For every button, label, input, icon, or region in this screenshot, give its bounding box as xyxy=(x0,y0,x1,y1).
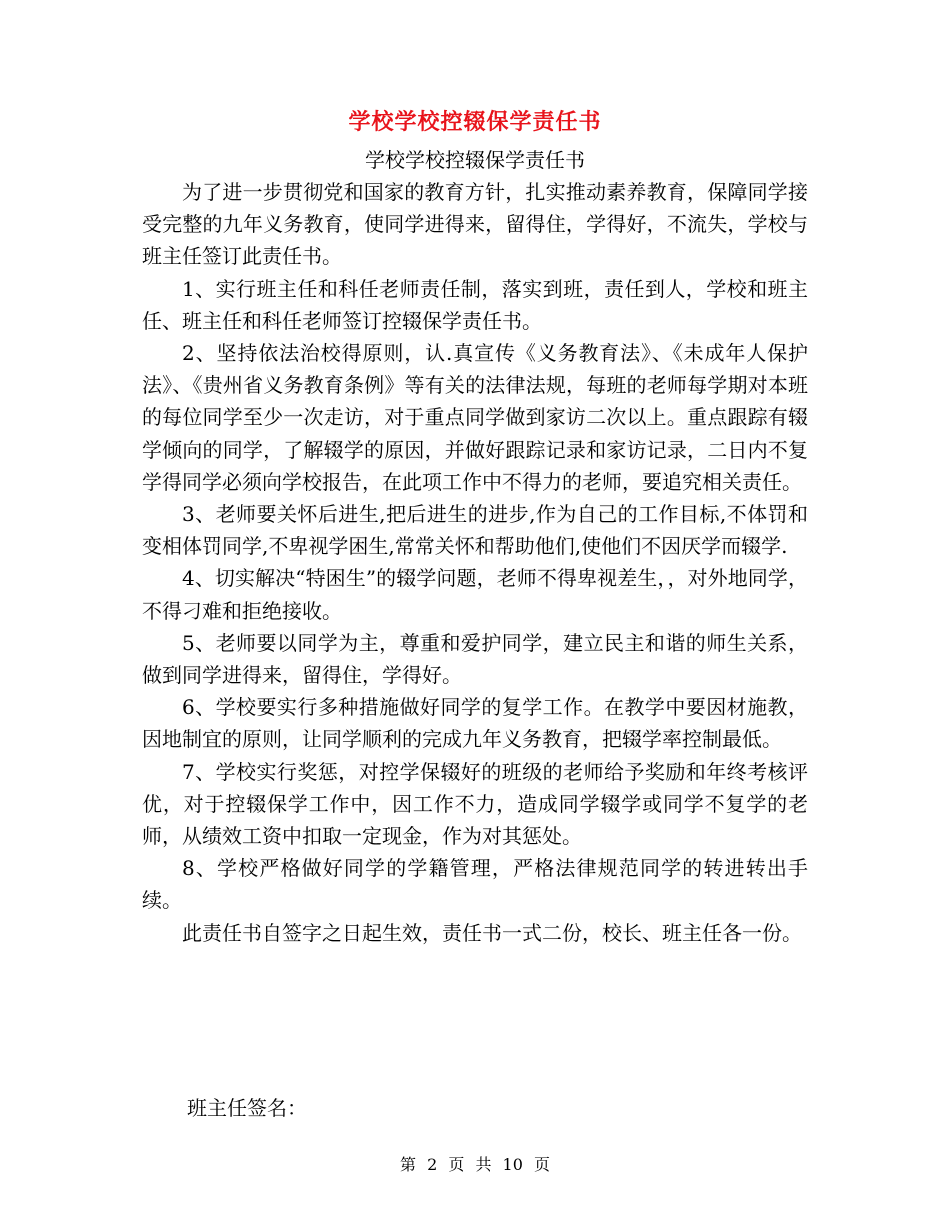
document-title: 学校学校控辍保学责任书 xyxy=(348,110,602,135)
document-body xyxy=(142,176,808,949)
paragraph-intro: 为了进一步贯彻党和国家的教育方针，扎实推动素养教育，保障同学接受完整的九年义务教育，使同学进得来，留得住，学得好，不流失，学校与班主任签订此责任书。 xyxy=(142,180,808,269)
paragraph-item-4: 4、切实解决“特困生”的辍学问题，老师不得卑视差生，，对外地同学，不得刁难和拒绝接收。 xyxy=(142,566,808,623)
paragraph-item-8: 8、学校严格做好同学的学籍管理，严格法律规范同学的转进转出手续。 xyxy=(142,856,808,913)
page-indicator: 第 2 页 共 10 页 xyxy=(400,1155,550,1174)
paragraph-item-7: 7、学校实行奖惩，对控学保辍好的班级的老师给予奖励和年终考核评优，对于控辍保学工作中，因工作不力，造成同学辍学或同学不复学的老师，从绩效工资中扣取一定现金，作为对其惩处。 xyxy=(142,759,808,849)
paragraph-item-5: 5、老师要以同学为主，尊重和爱护同学，建立民主和谐的师生关系，做到同学进得来，留得住，学得好。 xyxy=(142,630,808,688)
paragraph-item-1: 1、实行班主任和科任老师责任制，落实到班，责任到人，学校和班主任、班主任和科任老师签订控辍保学责任书。 xyxy=(142,276,808,333)
signature-label: 班主任签名： xyxy=(187,1096,307,1120)
paragraph-closing: 此责任书自签字之日起生效，责任书一式二份，校长、班主任各一份。 xyxy=(182,920,802,945)
document-subtitle: 学校学校控辍保学责任书 xyxy=(365,148,585,172)
paragraph-item-3: 3、老师要关怀后进生,把后进生的进步,作为自己的工作目标,不体罚和变相体罚同学,不卑视学困生,常常关怀和帮助他们,使他们不因厌学而辍学. xyxy=(142,502,808,559)
paragraph-item-6: 6、学校要实行多种措施做好同学的复学工作。在教学中要因材施教，因地制宜的原则，让同学顺利的完成九年义务教育，把辍学率控制最低。 xyxy=(142,695,808,752)
paragraph-item-2: 2、坚持依法治校得原则，认.真宣传《义务教育法》、《未成年人保护法》、《贵州省义务教育条例》等有关的法律法规，每班的老师每学期对本班的每位同学至少一次走访，对于重点同学做到家访二次以上。重点跟踪有辍学倾向的同学，了解辍学的原因，并做好跟踪记录和家访记录，二日内不复学得同学必须向学校报告，在此项工作中不得力的老师，要追究相关责任。 xyxy=(142,341,808,494)
